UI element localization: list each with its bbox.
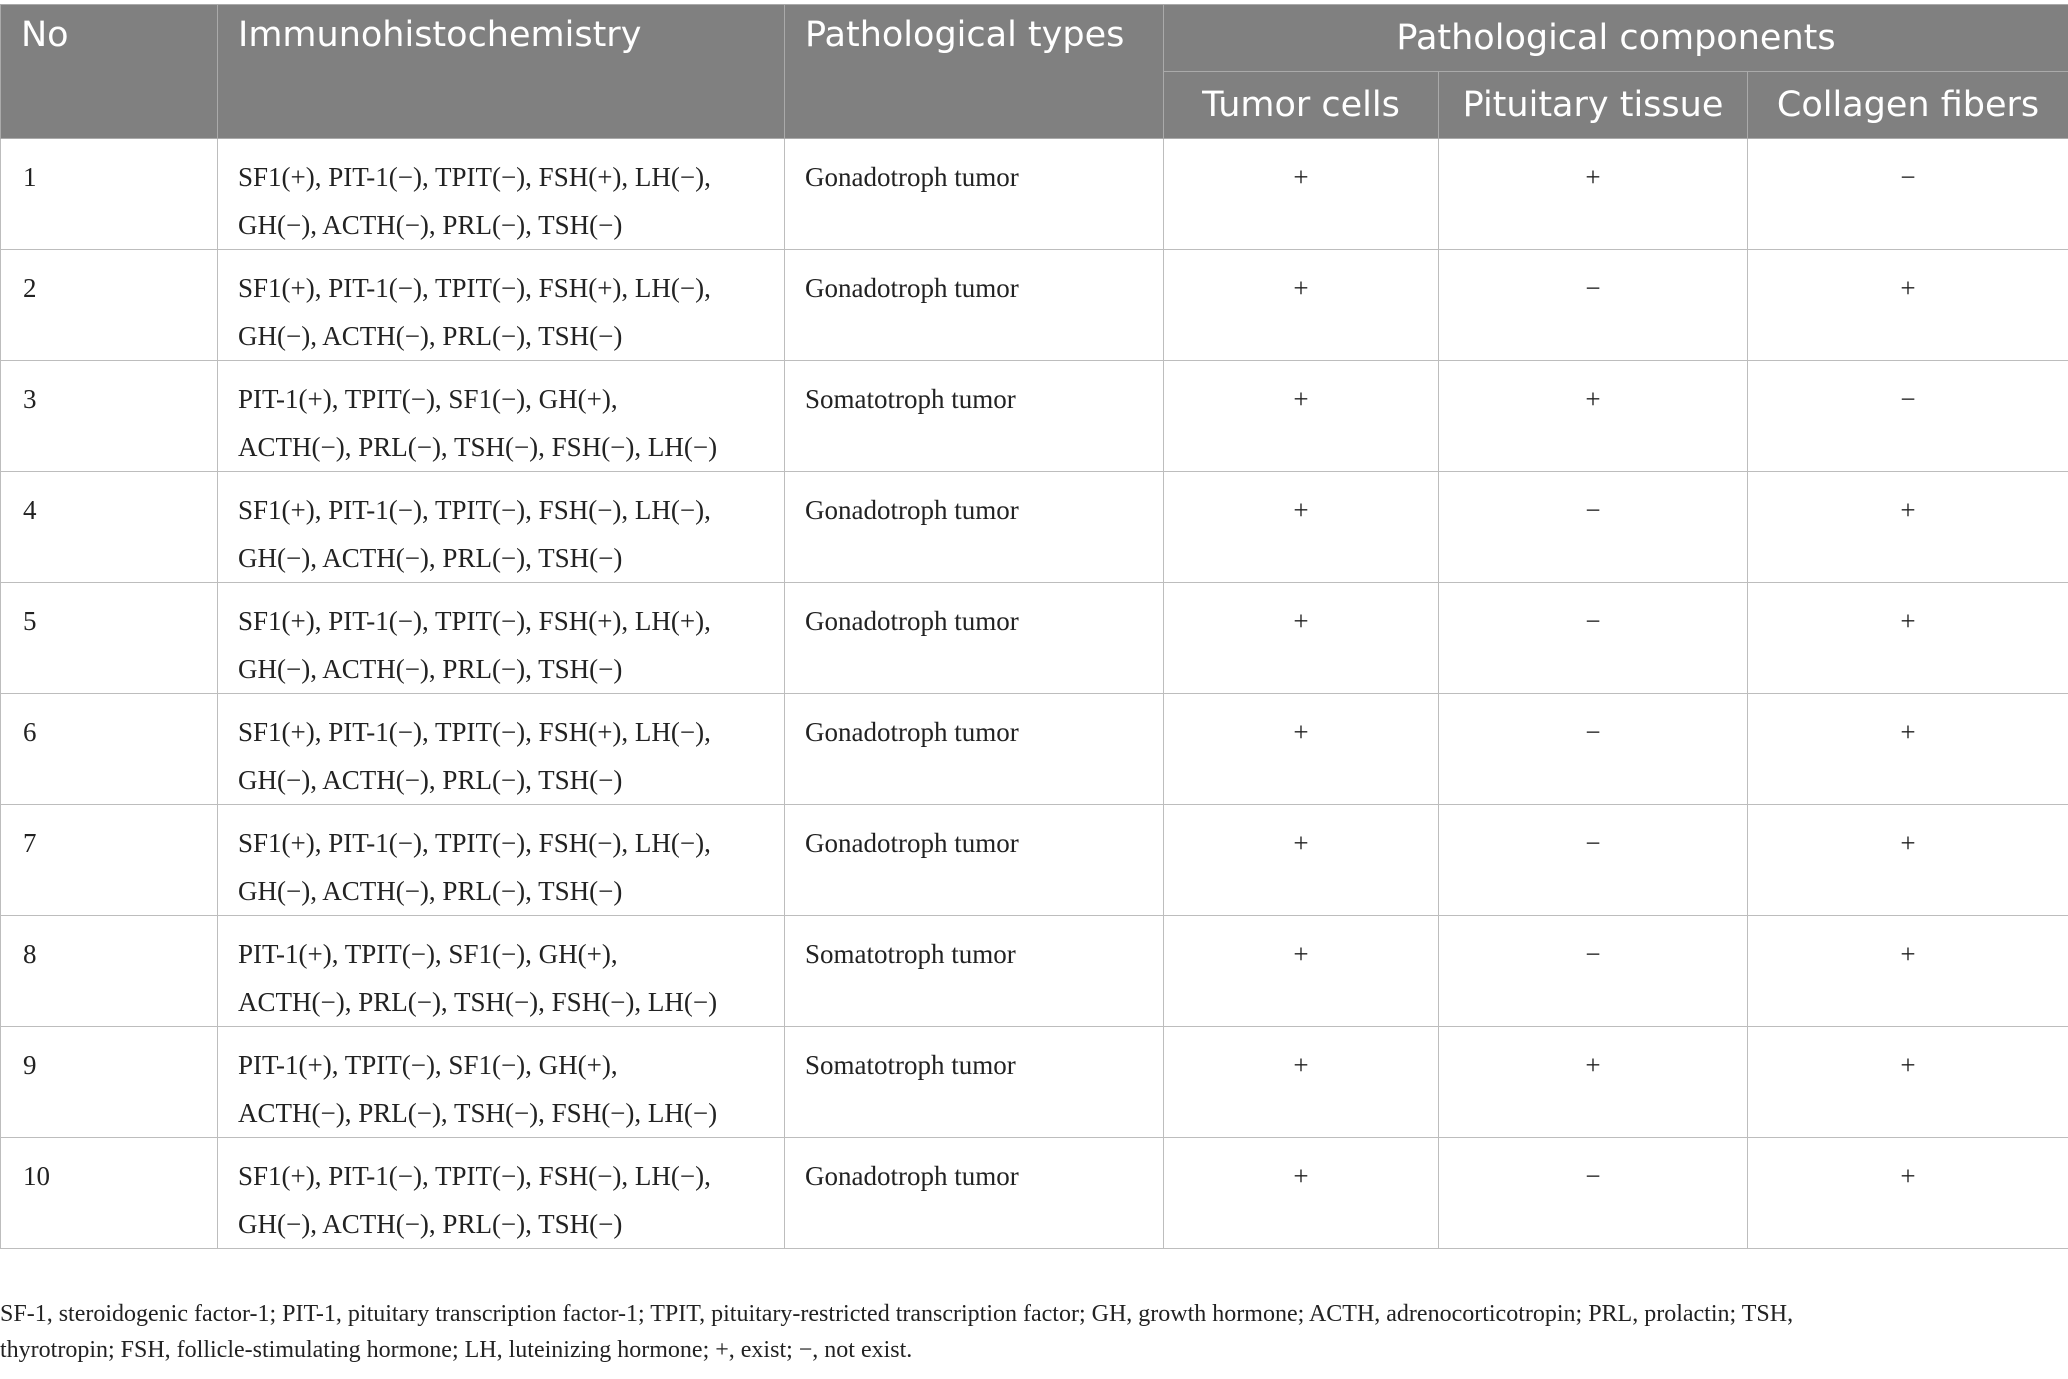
table-row — [1, 472, 2068, 583]
cell-no: 1 — [1, 139, 218, 250]
cell-pituitary-tissue: + — [1439, 139, 1748, 250]
cell-tumor-cells: + — [1164, 139, 1439, 250]
header-pathological-components: Pathological components — [1164, 5, 2068, 72]
cell-immunohistochemistry — [218, 139, 785, 250]
cell-pathological-type: Somatotroph tumor — [785, 1027, 1164, 1138]
immuno-line-2: GH(−), ACTH(−), PRL(−), TSH(−) — [238, 876, 623, 906]
table-row — [1, 583, 2068, 694]
header-pathological-types: Pathological types — [785, 5, 1164, 139]
cell-no: 9 — [1, 1027, 218, 1138]
cell-pituitary-tissue: − — [1439, 805, 1748, 916]
immuno-line-1: SF1(+), PIT-1(−), TPIT(−), FSH(−), LH(−), — [238, 1161, 711, 1191]
cell-tumor-cells: + — [1164, 361, 1439, 472]
cell-no: 10 — [1, 1138, 218, 1249]
cell-collagen-fibers: + — [1748, 805, 2068, 916]
header-collagen-fibers: Collagen fibers — [1748, 72, 2068, 139]
cell-no: 7 — [1, 805, 218, 916]
cell-no: 2 — [1, 250, 218, 361]
cell-tumor-cells: + — [1164, 583, 1439, 694]
cell-pituitary-tissue: − — [1439, 472, 1748, 583]
table-footnote — [0, 1296, 2050, 1368]
cell-pathological-type: Gonadotroph tumor — [785, 472, 1164, 583]
footnote-line-1: SF-1, steroidogenic factor-1; PIT-1, pituitary transcription factor-1; TPIT, pituitary-restricted transcription factor; GH, growth hormone; ACTH, adrenocorticotropin; PRL, prolactin; TSH, — [0, 1301, 1794, 1327]
cell-no: 4 — [1, 472, 218, 583]
cell-tumor-cells: + — [1164, 1138, 1439, 1249]
cell-immunohistochemistry — [218, 583, 785, 694]
cell-pituitary-tissue: − — [1439, 1138, 1748, 1249]
immuno-line-1: SF1(+), PIT-1(−), TPIT(−), FSH(−), LH(−), — [238, 828, 711, 858]
cell-collagen-fibers: − — [1748, 139, 2068, 250]
cell-collagen-fibers: − — [1748, 361, 2068, 472]
header-no: No — [1, 5, 218, 139]
cell-tumor-cells: + — [1164, 472, 1439, 583]
immuno-line-1: SF1(+), PIT-1(−), TPIT(−), FSH(−), LH(−), — [238, 495, 711, 525]
cell-tumor-cells: + — [1164, 805, 1439, 916]
immuno-line-2: GH(−), ACTH(−), PRL(−), TSH(−) — [238, 543, 623, 573]
cell-tumor-cells: + — [1164, 250, 1439, 361]
immuno-line-2: ACTH(−), PRL(−), TSH(−), FSH(−), LH(−) — [238, 432, 718, 462]
cell-no: 6 — [1, 694, 218, 805]
header-pituitary-tissue: Pituitary tissue — [1439, 72, 1748, 139]
immuno-line-1: SF1(+), PIT-1(−), TPIT(−), FSH(+), LH(−), — [238, 717, 711, 747]
cell-pathological-type: Gonadotroph tumor — [785, 250, 1164, 361]
cell-collagen-fibers: + — [1748, 583, 2068, 694]
cell-pathological-type: Somatotroph tumor — [785, 361, 1164, 472]
cell-tumor-cells: + — [1164, 1027, 1439, 1138]
cell-immunohistochemistry — [218, 916, 785, 1027]
immuno-line-1: PIT-1(+), TPIT(−), SF1(−), GH(+), — [238, 939, 618, 969]
cell-tumor-cells: + — [1164, 916, 1439, 1027]
immuno-line-1: PIT-1(+), TPIT(−), SF1(−), GH(+), — [238, 384, 618, 414]
cell-immunohistochemistry — [218, 1138, 785, 1249]
immuno-line-2: GH(−), ACTH(−), PRL(−), TSH(−) — [238, 765, 623, 795]
immuno-line-1: SF1(+), PIT-1(−), TPIT(−), FSH(+), LH(−), — [238, 162, 711, 192]
table-row — [1, 1027, 2068, 1138]
cell-immunohistochemistry — [218, 250, 785, 361]
cell-collagen-fibers: + — [1748, 1138, 2068, 1249]
cell-pathological-type: Gonadotroph tumor — [785, 805, 1164, 916]
immuno-line-1: SF1(+), PIT-1(−), TPIT(−), FSH(+), LH(+), — [238, 606, 711, 636]
cell-immunohistochemistry — [218, 1027, 785, 1138]
cell-pathological-type: Gonadotroph tumor — [785, 1138, 1164, 1249]
table-row — [1, 139, 2068, 250]
table-row — [1, 805, 2068, 916]
cell-collagen-fibers: + — [1748, 472, 2068, 583]
cell-collagen-fibers: + — [1748, 250, 2068, 361]
cell-no: 8 — [1, 916, 218, 1027]
table-row — [1, 1138, 2068, 1249]
cell-pituitary-tissue: − — [1439, 916, 1748, 1027]
table-row — [1, 916, 2068, 1027]
table-row — [1, 361, 2068, 472]
immuno-line-1: SF1(+), PIT-1(−), TPIT(−), FSH(+), LH(−), — [238, 273, 711, 303]
cell-pathological-type: Somatotroph tumor — [785, 916, 1164, 1027]
cell-pituitary-tissue: − — [1439, 583, 1748, 694]
cell-pituitary-tissue: − — [1439, 694, 1748, 805]
cell-tumor-cells: + — [1164, 694, 1439, 805]
cell-no: 5 — [1, 583, 218, 694]
immuno-line-1: PIT-1(+), TPIT(−), SF1(−), GH(+), — [238, 1050, 618, 1080]
table-row — [1, 250, 2068, 361]
immuno-line-2: GH(−), ACTH(−), PRL(−), TSH(−) — [238, 210, 623, 240]
immuno-line-2: GH(−), ACTH(−), PRL(−), TSH(−) — [238, 1209, 623, 1239]
cell-no: 3 — [1, 361, 218, 472]
cell-pituitary-tissue: + — [1439, 1027, 1748, 1138]
cell-immunohistochemistry — [218, 361, 785, 472]
cell-collagen-fibers: + — [1748, 694, 2068, 805]
immuno-line-2: GH(−), ACTH(−), PRL(−), TSH(−) — [238, 321, 623, 351]
immuno-line-2: ACTH(−), PRL(−), TSH(−), FSH(−), LH(−) — [238, 1098, 718, 1128]
cell-pathological-type: Gonadotroph tumor — [785, 694, 1164, 805]
immuno-line-2: ACTH(−), PRL(−), TSH(−), FSH(−), LH(−) — [238, 987, 718, 1017]
footnote-line-2: thyrotropin; FSH, follicle-stimulating hormone; LH, luteinizing hormone; +, exist; −, not exist. — [0, 1337, 913, 1363]
header-immunohistochemistry: Immunohistochemistry — [218, 5, 785, 139]
cell-immunohistochemistry — [218, 805, 785, 916]
header-tumor-cells: Tumor cells — [1164, 72, 1439, 139]
cell-pathological-type: Gonadotroph tumor — [785, 139, 1164, 250]
cell-pituitary-tissue: − — [1439, 250, 1748, 361]
table-body — [1, 139, 2068, 1249]
immuno-line-2: GH(−), ACTH(−), PRL(−), TSH(−) — [238, 654, 623, 684]
cell-pathological-type: Gonadotroph tumor — [785, 583, 1164, 694]
data-table — [0, 4, 2068, 1249]
table-header — [1, 5, 2068, 139]
cell-collagen-fibers: + — [1748, 916, 2068, 1027]
cell-collagen-fibers: + — [1748, 1027, 2068, 1138]
table-row — [1, 694, 2068, 805]
cell-immunohistochemistry — [218, 472, 785, 583]
cell-pituitary-tissue: + — [1439, 361, 1748, 472]
cell-immunohistochemistry — [218, 694, 785, 805]
